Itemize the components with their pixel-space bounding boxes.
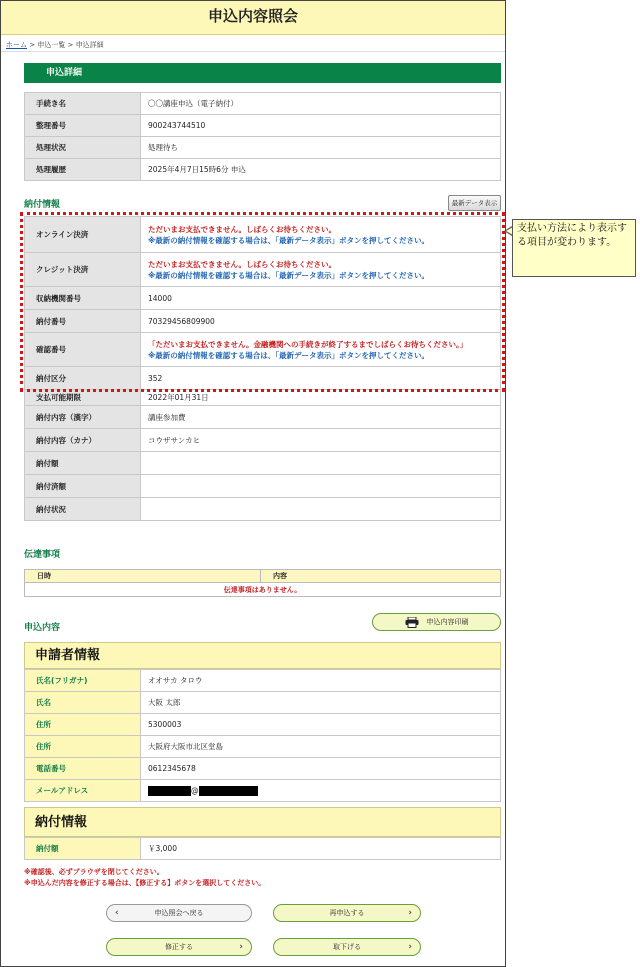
chevron-left-icon: ‹ bbox=[115, 908, 119, 918]
row-value: 5300003 bbox=[141, 714, 501, 736]
row-label: 納付内容（カナ） bbox=[25, 429, 141, 452]
back-to-inquiry-button[interactable] bbox=[106, 904, 252, 922]
table-row bbox=[25, 714, 501, 736]
row-value bbox=[141, 452, 501, 475]
row-label: 整理番号 bbox=[25, 115, 141, 137]
chevron-right-icon: › bbox=[408, 908, 412, 918]
table-header-row bbox=[25, 570, 501, 583]
refresh-data-button[interactable]: 最新データ表示 bbox=[448, 195, 501, 211]
online-status-message: ただいまお支払できません。しばらくお待ちください。 bbox=[148, 224, 336, 234]
row-value: コウザサンカヒ bbox=[141, 429, 501, 452]
print-application-button[interactable] bbox=[372, 613, 501, 631]
row-label: 納付内容（漢字） bbox=[25, 406, 141, 429]
row-label: 氏名 bbox=[25, 692, 141, 714]
row-value: 0612345678 bbox=[141, 758, 501, 780]
table-row bbox=[25, 583, 501, 597]
row-value bbox=[141, 498, 501, 521]
row-label: 納付番号 bbox=[25, 310, 141, 333]
page-title: 申込内容照会 bbox=[1, 1, 505, 35]
row-label: 納付状況 bbox=[25, 498, 141, 521]
breadcrumb-detail: 申込詳細 bbox=[75, 41, 104, 49]
breadcrumb-home-link[interactable]: ホーム bbox=[6, 41, 27, 49]
email-value bbox=[141, 780, 501, 802]
table-row bbox=[25, 498, 501, 521]
print-button-label: 申込内容印刷 bbox=[426, 618, 469, 626]
reapply-button[interactable] bbox=[273, 904, 421, 922]
row-label: 納付額 bbox=[25, 452, 141, 475]
row-label: 氏名(フリガナ) bbox=[25, 670, 141, 692]
payment-section-title: 納付情報 bbox=[24, 200, 61, 210]
credit-refresh-note: ※最新の納付情報を確認する場合は、「最新データ表示」ボタンを押してください。 bbox=[148, 270, 430, 280]
annotation-callout: 支払い方法により表示する項目が変わります。 bbox=[512, 219, 636, 277]
note-modify: ※申込んだ内容を修正する場合は、【修正する】ボタンを選択してください。 bbox=[24, 879, 266, 887]
row-value: 352 bbox=[141, 367, 501, 390]
row-value: 900243744510 bbox=[141, 115, 501, 137]
breadcrumb-divider bbox=[1, 51, 505, 52]
breadcrumb-separator: > bbox=[67, 41, 74, 49]
row-value: 〇〇講座申込（電子納付） bbox=[141, 93, 501, 115]
row-value: 70329456809900 bbox=[141, 310, 501, 333]
table-row bbox=[25, 452, 501, 475]
empty-message: 伝達事項はありません。 bbox=[25, 583, 501, 597]
row-label: 住所 bbox=[25, 714, 141, 736]
row-value: 講座参加費 bbox=[141, 406, 501, 429]
credit-status-message: ただいまお支払できません。しばらくお待ちください。 bbox=[148, 259, 336, 269]
table-row bbox=[25, 115, 501, 137]
column-header-content: 内容 bbox=[261, 570, 501, 583]
payment-amount-table bbox=[24, 837, 501, 860]
payment-info-title: 納付情報 bbox=[24, 807, 501, 837]
table-row bbox=[25, 780, 501, 802]
table-row bbox=[25, 406, 501, 429]
row-label: クレジット決済 bbox=[25, 253, 141, 287]
row-label: 電話番号 bbox=[25, 758, 141, 780]
column-header-date: 日時 bbox=[25, 570, 261, 583]
applicant-info-title: 申請者情報 bbox=[24, 642, 501, 669]
modify-button[interactable] bbox=[106, 938, 252, 956]
row-value: ￥3,000 bbox=[141, 838, 501, 860]
row-label: 納付済額 bbox=[25, 475, 141, 498]
email-at-sign: @ bbox=[191, 785, 199, 795]
row-label: 処理状況 bbox=[25, 137, 141, 159]
table-row bbox=[25, 736, 501, 758]
redaction-bar bbox=[199, 786, 258, 796]
row-value: オオサカ タロウ bbox=[141, 670, 501, 692]
row-label: 住所 bbox=[25, 736, 141, 758]
redaction-bar bbox=[148, 786, 191, 796]
row-label: 手続き名 bbox=[25, 93, 141, 115]
breadcrumb bbox=[6, 40, 104, 50]
breadcrumb-separator: > bbox=[29, 41, 36, 49]
table-row bbox=[25, 838, 501, 860]
table-row bbox=[25, 429, 501, 452]
row-value: 大阪 太郎 bbox=[141, 692, 501, 714]
row-value: 2025年4月7日15時6分 申込 bbox=[141, 159, 501, 181]
table-row bbox=[25, 93, 501, 115]
table-row bbox=[25, 475, 501, 498]
modify-button-label: 修正する bbox=[165, 943, 193, 951]
application-section-title: 申込内容 bbox=[24, 623, 61, 633]
message-section-title: 伝達事項 bbox=[24, 550, 61, 560]
detail-table bbox=[24, 92, 501, 181]
table-row bbox=[25, 692, 501, 714]
confirm-status-message: 「ただいまお支払できません。金融機関への手続きが終了するまでしばらくお待ちください。」 bbox=[148, 339, 468, 349]
row-label: 支払可能期限 bbox=[25, 390, 141, 406]
row-label: 納付額 bbox=[25, 838, 141, 860]
row-label: 収納機関番号 bbox=[25, 287, 141, 310]
breadcrumb-list: 申込一覧 bbox=[37, 41, 66, 49]
note-close-browser: ※確認後、必ずブラウザを閉じてください。 bbox=[24, 868, 164, 876]
row-value bbox=[141, 475, 501, 498]
row-label: メールアドレス bbox=[25, 780, 141, 802]
row-label: オンライン決済 bbox=[25, 217, 141, 253]
table-row bbox=[25, 670, 501, 692]
payment-method-highlight bbox=[20, 212, 505, 392]
row-label: 処理履歴 bbox=[25, 159, 141, 181]
chevron-right-icon: › bbox=[239, 942, 243, 952]
row-value: 大阪府大阪市北区堂島 bbox=[141, 736, 501, 758]
message-table bbox=[24, 569, 501, 597]
row-label: 確認番号 bbox=[25, 333, 141, 367]
row-value: 処理待ち bbox=[141, 137, 501, 159]
row-label: 納付区分 bbox=[25, 367, 141, 390]
applicant-table bbox=[24, 669, 501, 802]
withdraw-button-label: 取下げる bbox=[333, 943, 361, 951]
withdraw-button[interactable] bbox=[273, 938, 421, 956]
detail-section-header: 申込詳細 bbox=[24, 63, 501, 83]
back-button-label: 申込照会へ戻る bbox=[154, 909, 204, 917]
printer-icon bbox=[405, 617, 419, 628]
confirm-refresh-note: ※最新の納付情報を確認する場合は、「最新データ表示」ボタンを押してください。 bbox=[148, 350, 430, 360]
chevron-right-icon: › bbox=[408, 942, 412, 952]
row-value: 2022年01月31日 bbox=[141, 390, 501, 406]
table-row bbox=[25, 159, 501, 181]
table-row bbox=[25, 758, 501, 780]
table-row bbox=[25, 137, 501, 159]
reapply-button-label: 再申込する bbox=[329, 909, 365, 917]
online-refresh-note: ※最新の納付情報を確認する場合は、「最新データ表示」ボタンを押してください。 bbox=[148, 235, 430, 245]
row-value: 14000 bbox=[141, 287, 501, 310]
